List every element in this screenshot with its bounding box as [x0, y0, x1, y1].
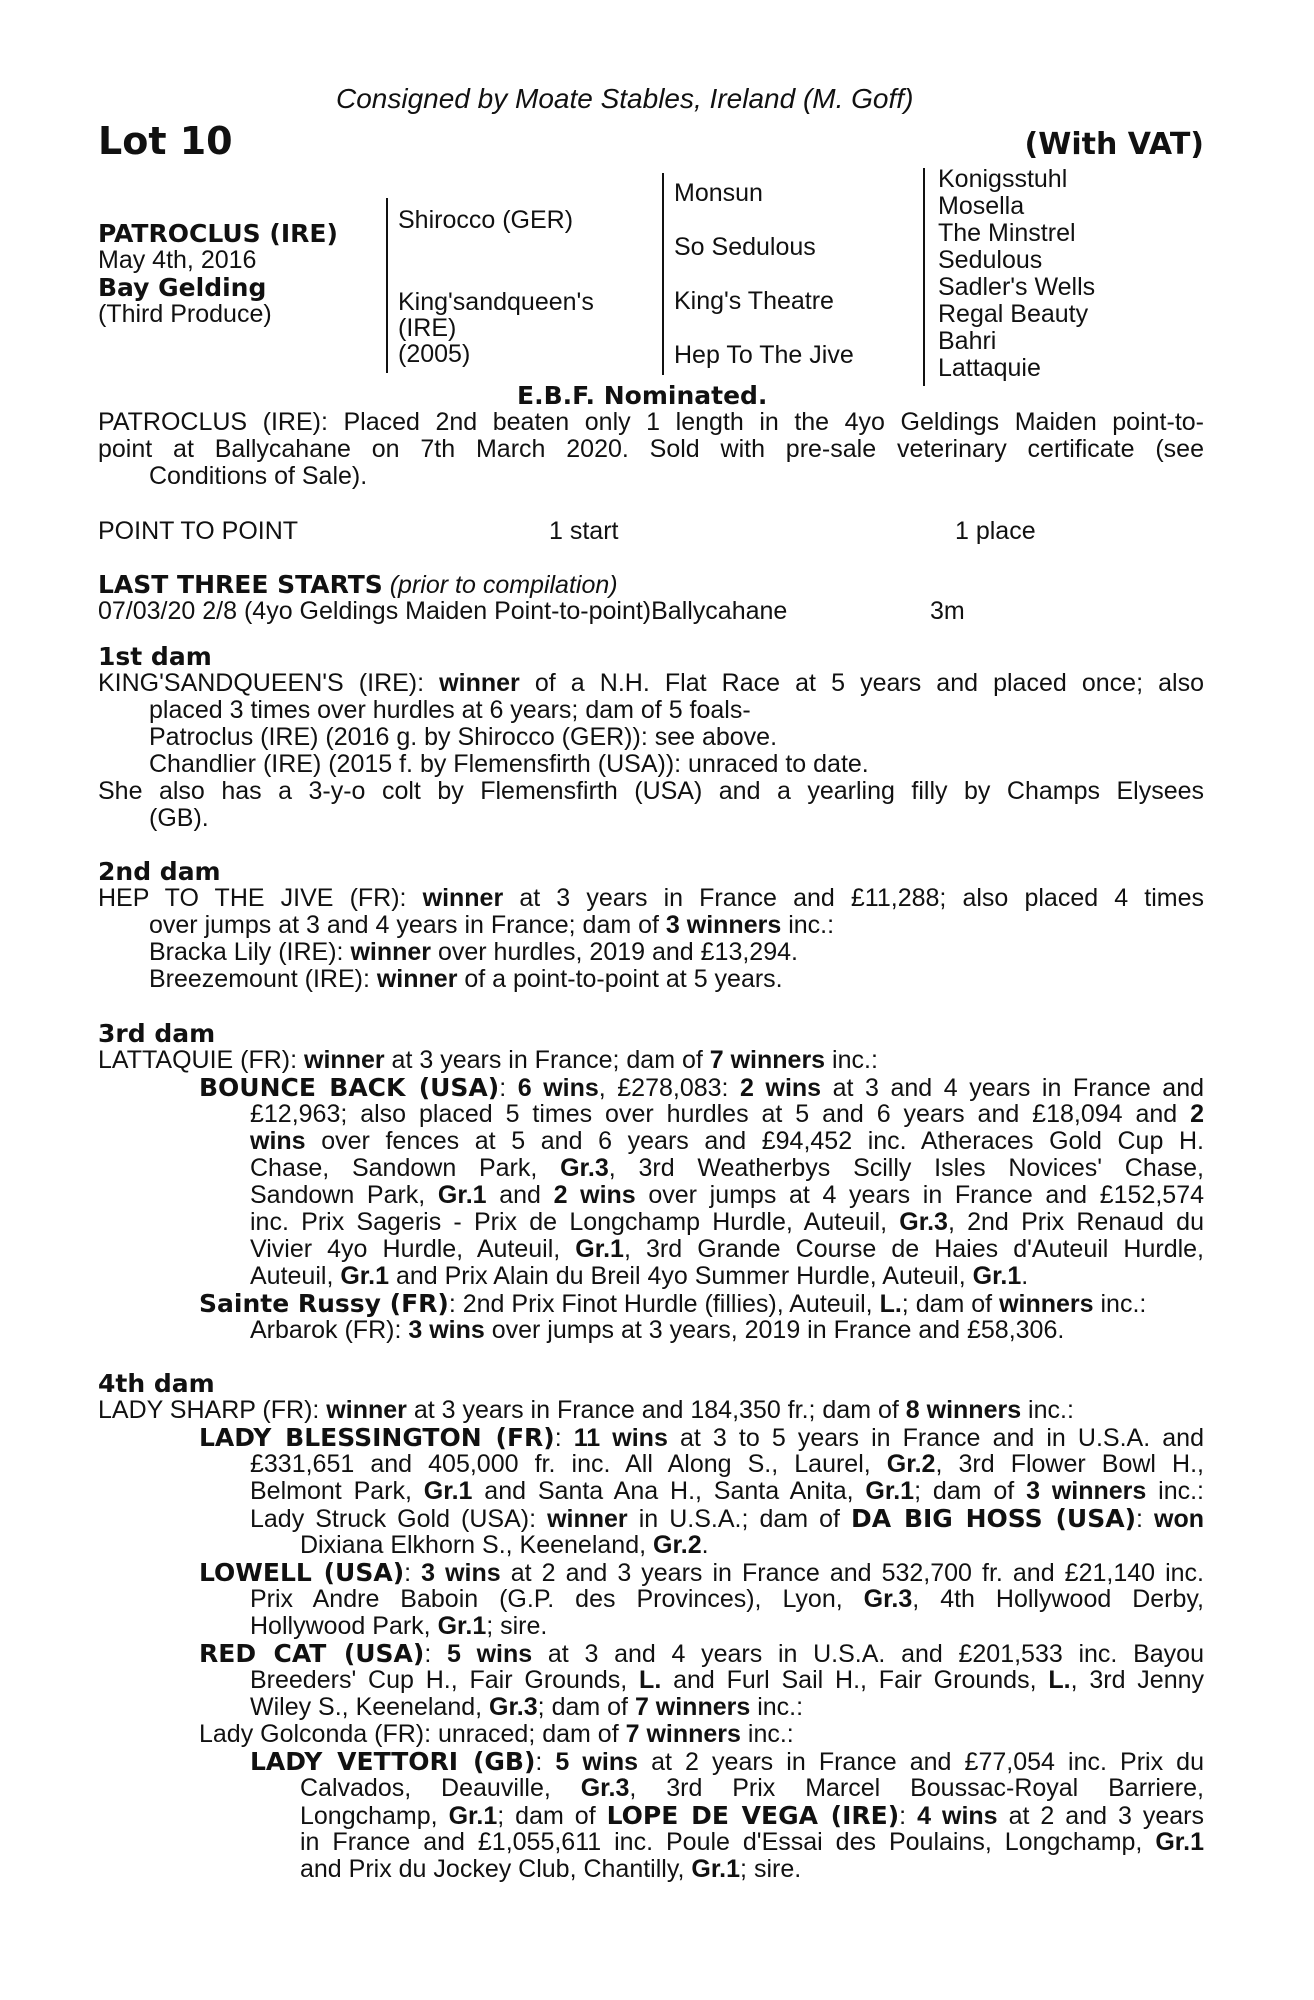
text-segment: : — [535, 1748, 556, 1776]
pedigree-note-line — [98, 1182, 1204, 1209]
emphasis-text: Gr.1 — [423, 1477, 473, 1505]
emphasis-text: Sainte Russy (FR) — [199, 1289, 449, 1318]
pedigree-note-line — [98, 1802, 1204, 1829]
emphasis-text: Gr.1 — [972, 1262, 1022, 1290]
text-segment: at 3 to 5 years in France and in U.S.A. and — [667, 1424, 1204, 1452]
pedigree-note-line — [98, 1559, 1204, 1586]
emphasis-text: 7 winners — [634, 1693, 751, 1721]
dam4-body — [98, 1397, 1204, 1883]
pedigree-divider-1 — [386, 198, 388, 373]
record-starts: 1 start — [549, 517, 619, 545]
text-segment: , £278,083: — [598, 1074, 741, 1102]
text-segment: (GB). — [149, 804, 209, 832]
pedigree-note-line — [98, 1775, 1204, 1802]
vat-label: (With VAT) — [1024, 127, 1204, 162]
text-segment: over jumps at 3 and 4 years in France; dam of — [149, 911, 666, 939]
text-segment: inc.: — [1021, 1396, 1074, 1424]
emphasis-text: 2 wins — [553, 1181, 636, 1209]
emphasis-text: 7 winners — [625, 1720, 741, 1748]
dam1-body — [98, 670, 1204, 832]
emphasis-text: 5 wins — [555, 1748, 638, 1776]
text-segment: of a point-to-point at 5 years. — [457, 965, 783, 993]
pedigree-note-line — [98, 1613, 1204, 1640]
emphasis-text: Gr.1 — [575, 1235, 624, 1263]
text-segment: ; sire. — [740, 1855, 802, 1883]
text-segment: £12,963; also placed 5 times over hurdles at 5 and 6 years and £18,094 and — [250, 1100, 1191, 1128]
pedigree-note-line — [98, 1829, 1204, 1856]
text-segment: at 3 and 4 years in France and — [821, 1074, 1204, 1102]
emphasis-text: winners — [999, 1290, 1094, 1318]
pedigree-sire: Shirocco (GER) — [398, 206, 574, 234]
emphasis-text: 6 wins — [517, 1074, 599, 1102]
text-segment: Lady Golconda (FR): unraced; dam of — [199, 1720, 626, 1748]
text-segment: inc. Prix Sageris - Prix de Longchamp Hurdle, Auteuil, — [250, 1208, 900, 1236]
pedigree-ggp-3: The Minstrel — [938, 219, 1076, 247]
text-segment: inc.: — [825, 1046, 878, 1074]
text-segment: Longchamp, — [300, 1802, 449, 1830]
pedigree-note-line — [98, 778, 1204, 805]
pedigree-note-line — [98, 805, 1204, 832]
emphasis-text: Gr.3 — [560, 1154, 609, 1182]
emphasis-text: winner — [547, 1505, 628, 1533]
pedigree-note-line — [98, 1694, 1204, 1721]
text-segment: . — [701, 1531, 709, 1559]
pedigree-note-line — [98, 1505, 1204, 1532]
pedigree-note-line — [98, 751, 1204, 778]
emphasis-text: L. — [1048, 1666, 1071, 1694]
emphasis-text: LOWELL (USA) — [199, 1558, 405, 1587]
text-segment: and Prix Alain du Breil 4yo Summer Hurdle, Auteuil, — [389, 1262, 973, 1290]
pedigree-note-line — [98, 1101, 1204, 1128]
text-segment: Breeders' Cup H., Fair Grounds, — [250, 1666, 640, 1694]
pedigree-ggp-2: Mosella — [938, 192, 1025, 220]
text-segment: , 4th Hollywood Derby, — [912, 1585, 1204, 1613]
text-segment: inc.: — [750, 1693, 804, 1721]
text-segment: at 2 and 3 years in France and 532,700 fr. and £21,140 inc. — [500, 1559, 1204, 1587]
text-segment: in U.S.A.; dam of — [627, 1505, 852, 1533]
pedigree-note-line — [98, 1748, 1204, 1775]
text-segment: inc.: — [1146, 1477, 1205, 1505]
pedigree-note-line — [98, 724, 1204, 751]
emphasis-text: 3 wins — [421, 1559, 501, 1587]
text-segment: Chandlier (IRE) (2015 f. by Flemensfirth (USA)): unraced to date. — [149, 750, 869, 778]
text-segment: Chase, Sandown Park, — [250, 1154, 561, 1182]
text-segment: at 3 years in France and 184,350 fr.; dam of — [406, 1396, 906, 1424]
text-segment: ; dam of — [497, 1802, 607, 1830]
text-segment: Breezemount (IRE): — [149, 965, 377, 993]
dam2-heading: 2nd dam — [98, 857, 221, 886]
text-segment: inc.: — [740, 1720, 794, 1748]
text-segment: , 3rd Prix Marcel Boussac-Royal Barriere, — [629, 1774, 1204, 1802]
record-label: POINT TO POINT — [98, 517, 299, 545]
text-segment: : — [404, 1559, 422, 1587]
text-segment: : 2nd Prix Finot Hurdle (fillies), Auteuil, — [448, 1290, 880, 1318]
pedigree-note-line — [98, 1586, 1204, 1613]
pedigree-note-line — [98, 1856, 1204, 1883]
emphasis-text: Gr.1 — [448, 1802, 498, 1830]
summary-line: PATROCLUS (IRE): Placed 2nd beaten only 1 length in the 4yo Geldings Maiden point-to- — [98, 408, 1204, 436]
pedigree-note-line — [98, 1640, 1204, 1667]
pedigree-note-line — [98, 1478, 1204, 1505]
text-segment: Sandown Park, — [250, 1181, 438, 1209]
text-segment: £331,651 and 405,000 fr. inc. All Along S., Laurel, — [250, 1450, 887, 1478]
text-segment: Prix Andre Baboin (G.P. des Provinces), Lyon, — [250, 1585, 864, 1613]
text-segment: and Furl Sail H., Fair Grounds, — [661, 1666, 1049, 1694]
text-segment: , 2nd Prix Renaud du — [947, 1208, 1204, 1236]
last-three-heading — [98, 571, 618, 599]
last-start-entry: 07/03/20 2/8 (4yo Geldings Maiden Point-to-point)Ballycahane — [98, 597, 788, 625]
text-segment: : — [424, 1640, 447, 1668]
text-segment: and Prix du Jockey Club, Chantilly, — [300, 1855, 692, 1883]
text-segment: . — [1021, 1262, 1029, 1290]
ebf-nomination: E.B.F. Nominated. — [517, 381, 768, 410]
last-three-title: LAST THREE STARTS — [98, 570, 383, 599]
text-segment: ; dam of — [901, 1290, 1000, 1318]
emphasis-text: wins — [250, 1127, 306, 1155]
pedigree-grandsire-1: Monsun — [674, 179, 763, 207]
pedigree-note-line — [98, 939, 1204, 966]
emphasis-text: 3 winners — [1026, 1477, 1147, 1505]
text-segment: inc.: — [1093, 1290, 1147, 1318]
text-segment: and — [486, 1181, 554, 1209]
pedigree-dam-line-1: King'sandqueen's — [398, 288, 594, 316]
text-segment: over fences at 5 and 6 years and £94,452 inc. Atheraces Gold Cup H. — [305, 1127, 1204, 1155]
summary-line: point at Ballycahane on 7th March 2020. Sold with pre-sale veterinary certificate (see — [98, 435, 1204, 463]
pedigree-grandsire-2: King's Theatre — [674, 287, 834, 315]
text-segment: Lady Struck Gold (USA): — [250, 1505, 548, 1533]
horse-produce: (Third Produce) — [98, 300, 272, 328]
emphasis-text: Gr.3 — [489, 1693, 538, 1721]
pedigree-note-line — [98, 1532, 1204, 1559]
pedigree-note-line — [98, 1047, 1204, 1074]
emphasis-text: 11 wins — [573, 1424, 668, 1452]
pedigree-dam-line-3: (2005) — [398, 340, 471, 368]
emphasis-text: Gr.1 — [691, 1855, 741, 1883]
emphasis-text: winner — [376, 965, 458, 993]
emphasis-text: Gr.2 — [653, 1531, 702, 1559]
summary-line: Conditions of Sale). — [149, 462, 368, 490]
emphasis-text: DA BIG HOSS (USA) — [851, 1504, 1136, 1533]
text-segment: Calvados, Deauville, — [300, 1774, 581, 1802]
emphasis-text: LADY VETTORI (GB) — [250, 1747, 536, 1776]
pedigree-note-line — [98, 697, 1204, 724]
emphasis-text: winner — [304, 1046, 385, 1074]
pedigree-note-line — [98, 966, 1204, 993]
text-segment: over jumps at 3 years, 2019 in France and £58,306. — [484, 1316, 1065, 1344]
text-segment: in France and £1,055,611 inc. Poule d'Essai des Poulains, Longchamp, — [300, 1828, 1156, 1856]
text-segment: Belmont Park, — [250, 1477, 424, 1505]
pedigree-note-line — [98, 1424, 1204, 1451]
emphasis-text: Gr.1 — [865, 1477, 915, 1505]
emphasis-text: 3 wins — [408, 1316, 485, 1344]
text-segment: over jumps at 4 years in France and £152,574 — [635, 1181, 1204, 1209]
horse-description: Bay Gelding — [98, 273, 267, 302]
emphasis-text: Gr.2 — [886, 1450, 936, 1478]
emphasis-text: 2 — [1190, 1100, 1204, 1128]
emphasis-text: winner — [439, 669, 520, 697]
pedigree-note-line — [98, 1667, 1204, 1694]
emphasis-text: winner — [326, 1396, 407, 1424]
pedigree-granddam-1: So Sedulous — [674, 233, 816, 261]
pedigree-ggp-6: Regal Beauty — [938, 300, 1089, 328]
pedigree-divider-2 — [662, 173, 664, 375]
text-segment: Wiley S., Keeneland, — [250, 1693, 490, 1721]
pedigree-note-line — [98, 1721, 1204, 1748]
emphasis-text: LADY BLESSINGTON (FR) — [199, 1423, 555, 1452]
emphasis-text: BOUNCE BACK (USA) — [199, 1073, 500, 1102]
pedigree-note-line — [98, 1236, 1204, 1263]
pedigree-note-line — [98, 1451, 1204, 1478]
text-segment: : — [554, 1424, 574, 1452]
pedigree-note-line — [98, 1263, 1204, 1290]
emphasis-text: L. — [879, 1290, 902, 1318]
record-places: 1 place — [955, 517, 1036, 545]
emphasis-text: 2 wins — [740, 1074, 822, 1102]
text-segment: KING'SANDQUEEN'S (IRE): — [98, 669, 440, 697]
pedigree-note-line — [98, 670, 1204, 697]
text-segment: , 3rd Weatherbys Scilly Isles Novices' Chase, — [608, 1154, 1204, 1182]
emphasis-text: Gr.1 — [340, 1262, 389, 1290]
text-segment: at 3 years in France; dam of — [384, 1046, 710, 1074]
text-segment: , 3rd Jenny — [1070, 1666, 1205, 1694]
emphasis-text: RED CAT (USA) — [199, 1639, 425, 1668]
horse-foaled: May 4th, 2016 — [98, 246, 257, 274]
text-segment: : — [499, 1074, 518, 1102]
pedigree-note-line — [98, 1155, 1204, 1182]
emphasis-text: winner — [350, 938, 432, 966]
pedigree-dam-line-2: (IRE) — [398, 314, 457, 342]
pedigree-ggp-5: Sadler's Wells — [938, 273, 1096, 301]
emphasis-text: winner — [422, 884, 504, 912]
text-segment: Vivier 4yo Hurdle, Auteuil, — [250, 1235, 576, 1263]
pedigree-note-line — [98, 1397, 1204, 1424]
text-segment: HEP TO THE JIVE (FR): — [98, 884, 423, 912]
text-segment: Dixiana Elkhorn S., Keeneland, — [300, 1531, 653, 1559]
emphasis-text: Gr.1 — [1155, 1828, 1204, 1856]
pedigree-note-line — [98, 912, 1204, 939]
emphasis-text: 4 wins — [917, 1802, 998, 1830]
text-segment: : — [899, 1802, 918, 1830]
last-three-note: (prior to compilation) — [389, 571, 618, 599]
lot-number: Lot 10 — [98, 119, 233, 163]
text-segment: at 3 years in France and £11,288; also placed 4 times — [503, 884, 1204, 912]
pedigree-ggp-8: Lattaquie — [938, 354, 1041, 382]
consignor-line: Consigned by Moate Stables, Ireland (M. Goff) — [336, 83, 914, 114]
pedigree-ggp-7: Bahri — [938, 327, 997, 355]
text-segment: Patroclus (IRE) (2016 g. by Shirocco (GER)): see above. — [149, 723, 778, 751]
emphasis-text: 3 winners — [665, 911, 782, 939]
emphasis-text: won — [1154, 1505, 1204, 1533]
text-segment: of a N.H. Flat Race at 5 years and placed once; also — [519, 669, 1204, 697]
text-segment: , 3rd Grande Course de Haies d'Auteuil Hurdle, — [623, 1235, 1205, 1263]
text-segment: LADY SHARP (FR): — [98, 1396, 327, 1424]
text-segment: ; dam of — [537, 1693, 635, 1721]
pedigree-ggp-4: Sedulous — [938, 246, 1043, 274]
pedigree-note-line — [98, 885, 1204, 912]
pedigree-ggp-1: Konigsstuhl — [938, 165, 1068, 193]
text-segment: placed 3 times over hurdles at 6 years; dam of 5 foals- — [149, 696, 751, 724]
text-segment: ; dam of — [914, 1477, 1027, 1505]
emphasis-text: 7 winners — [709, 1046, 826, 1074]
text-segment: ; sire. — [486, 1612, 548, 1640]
text-segment: , 3rd Flower Bowl H., — [935, 1450, 1204, 1478]
text-segment: Auteuil, — [250, 1262, 341, 1290]
emphasis-text: Gr.3 — [899, 1208, 948, 1236]
pedigree-divider-3 — [923, 168, 925, 386]
pedigree-note-line — [98, 1128, 1204, 1155]
text-segment: at 3 and 4 years in U.S.A. and £201,533 inc. Bayou — [532, 1640, 1204, 1668]
text-segment: over hurdles, 2019 and £13,294. — [431, 938, 798, 966]
summary-paragraph — [98, 409, 1204, 490]
emphasis-text: L. — [639, 1666, 662, 1694]
dam1-heading: 1st dam — [98, 642, 212, 671]
text-segment: Bracka Lily (IRE): — [149, 938, 351, 966]
pedigree-note-line — [98, 1290, 1204, 1317]
text-segment: at 2 and 3 years — [997, 1802, 1205, 1830]
emphasis-text: Gr.1 — [437, 1612, 487, 1640]
text-segment: at 2 years in France and £77,054 inc. Prix du — [638, 1748, 1204, 1776]
text-segment: : — [1136, 1505, 1154, 1533]
pedigree-note-line — [98, 1317, 1204, 1344]
text-segment: and Santa Ana H., Santa Anita, — [472, 1477, 866, 1505]
text-segment: LATTAQUIE (FR): — [98, 1046, 305, 1074]
pedigree-note-line — [98, 1074, 1204, 1101]
text-segment: inc.: — [781, 911, 835, 939]
emphasis-text: 5 wins — [447, 1640, 533, 1668]
emphasis-text: Gr.1 — [437, 1181, 487, 1209]
dam2-body — [98, 885, 1204, 993]
dam3-heading: 3rd dam — [98, 1019, 216, 1048]
text-segment: Arbarok (FR): — [250, 1316, 409, 1344]
horse-name: PATROCLUS (IRE) — [98, 219, 338, 248]
dam3-body — [98, 1047, 1204, 1344]
last-start-distance: 3m — [930, 597, 965, 625]
pedigree-granddam-2: Hep To The Jive — [674, 341, 854, 369]
emphasis-text: Gr.3 — [580, 1774, 630, 1802]
emphasis-text: LOPE DE VEGA (IRE) — [606, 1801, 900, 1830]
text-segment: She also has a 3-y-o colt by Flemensfirth (USA) and a yearling filly by Champs Elysees — [98, 777, 1204, 805]
emphasis-text: 8 winners — [905, 1396, 1022, 1424]
emphasis-text: Gr.3 — [863, 1585, 913, 1613]
text-segment: Hollywood Park, — [250, 1612, 438, 1640]
dam4-heading: 4th dam — [98, 1369, 215, 1398]
pedigree-note-line — [98, 1209, 1204, 1236]
